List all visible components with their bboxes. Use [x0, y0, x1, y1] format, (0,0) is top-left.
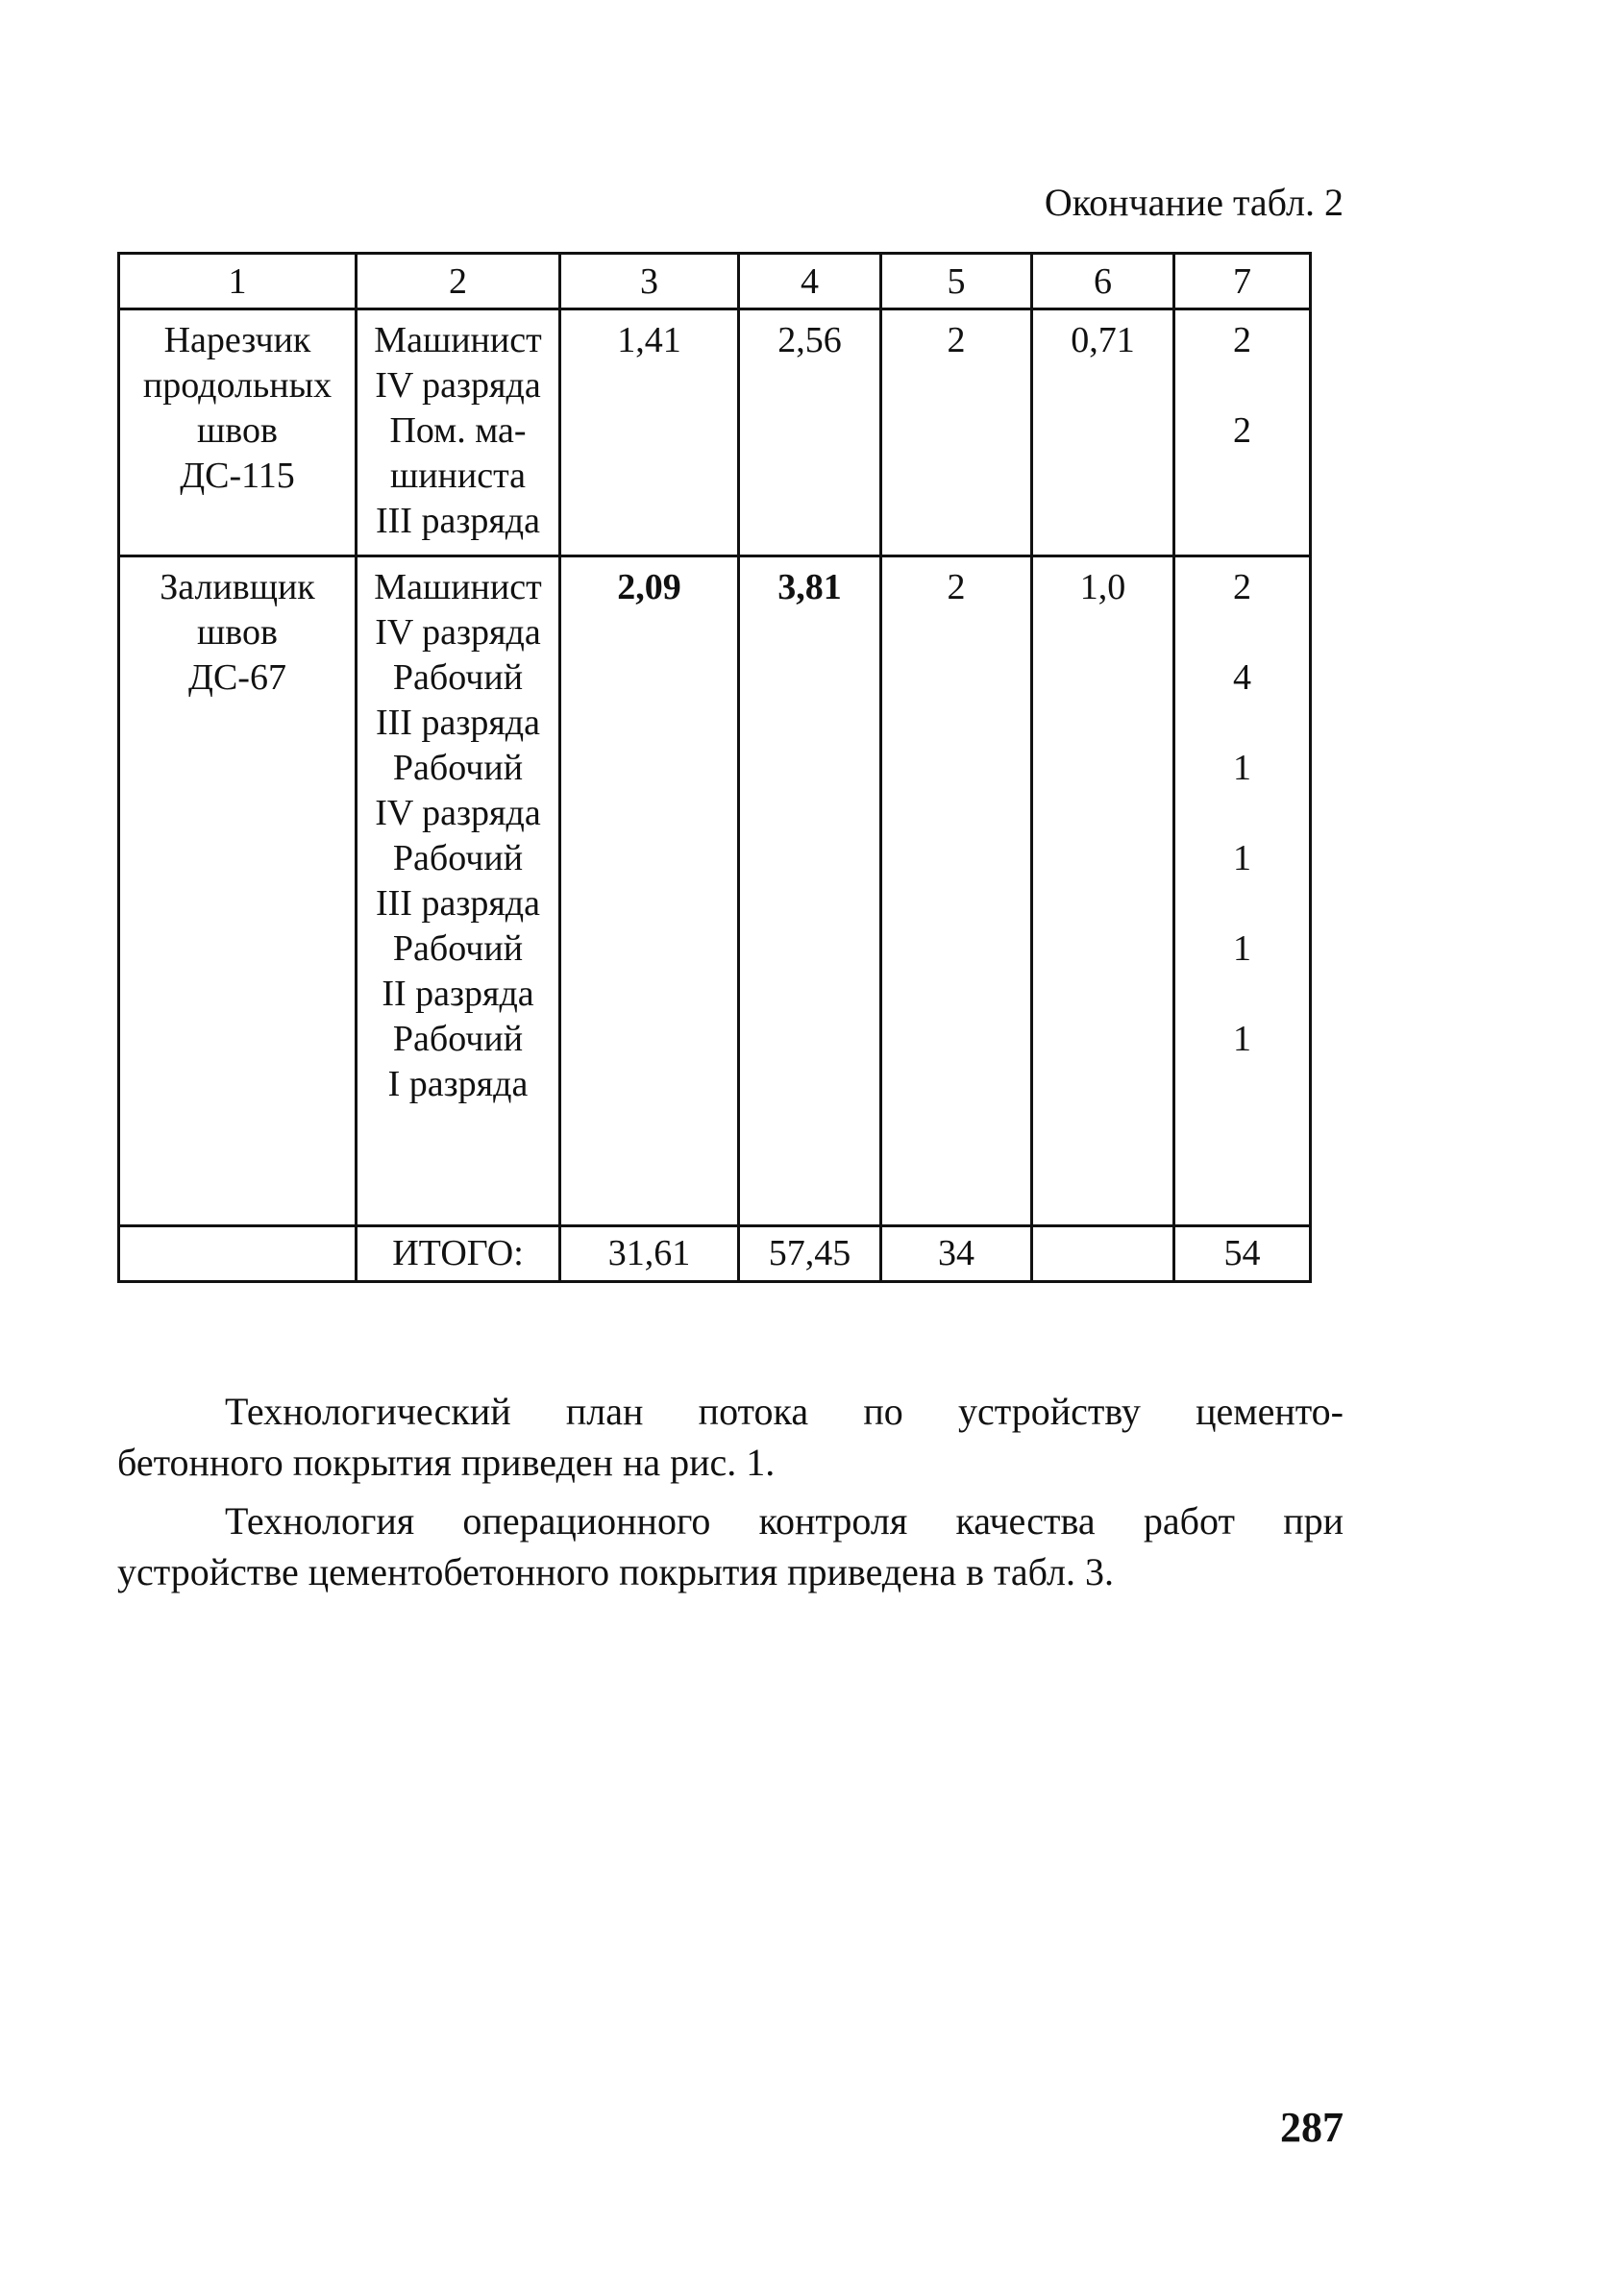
- table-caption: Окончание табл. 2: [1044, 181, 1344, 224]
- machine-name-cell: [119, 309, 357, 556]
- table-row: [119, 556, 1311, 1226]
- machine-name-line: Нарезчик: [163, 320, 311, 360]
- worker-line: Машинист: [374, 567, 542, 607]
- table-row: [119, 309, 1311, 556]
- header-cell-1: 1: [119, 254, 357, 309]
- value-cell-6: 0,71: [1032, 309, 1174, 556]
- machine-name-line: ДС-67: [188, 657, 286, 698]
- machine-name-line: продольных: [142, 365, 333, 406]
- header-row: [119, 254, 1311, 309]
- total-cell-7: 54: [1174, 1226, 1311, 1282]
- value-cell-4: 3,81: [739, 556, 881, 1226]
- count-value: 2: [1233, 410, 1251, 451]
- worker-cell: [357, 556, 560, 1226]
- header-cell-2: 2: [357, 254, 560, 309]
- value-cell-6: 1,0: [1032, 556, 1174, 1226]
- worker-line: III разряда: [375, 703, 541, 743]
- count-value: 1: [1233, 838, 1251, 878]
- worker-line: I разряда: [387, 1064, 529, 1104]
- value-cell-7: [1174, 556, 1311, 1226]
- machine-name-line: ДС-115: [180, 456, 295, 496]
- worker-line: Рабочий: [392, 838, 524, 878]
- worker-line: Рабочий: [392, 748, 524, 788]
- value-cell-3: 2,09: [560, 556, 739, 1226]
- paragraph-line: Технологический план потока по устройству цементо-: [225, 1390, 1344, 1433]
- value-cell-7: [1174, 309, 1311, 556]
- total-cell-3: 31,61: [560, 1226, 739, 1282]
- worker-line: Рабочий: [392, 928, 524, 969]
- worker-line: IV разряда: [375, 793, 541, 833]
- total-cell-4: 57,45: [739, 1226, 881, 1282]
- machine-name-line: швов: [197, 612, 278, 653]
- worker-line: Рабочий: [392, 657, 524, 698]
- paragraph-line: бетонного покрытия приведен на рис. 1.: [117, 1441, 776, 1484]
- paragraph-quality-control: [117, 1495, 1344, 1597]
- worker-line: шиниста: [389, 456, 527, 496]
- machine-name-cell: [119, 556, 357, 1226]
- paragraph-line: устройстве цементобетонного покрытия приведена в табл. 3.: [117, 1550, 1114, 1593]
- data-table: [117, 252, 1312, 1283]
- total-label: ИТОГО:: [357, 1226, 560, 1282]
- total-empty-cell: [119, 1226, 357, 1282]
- total-cell-6: [1032, 1226, 1174, 1282]
- value-cell-3: 1,41: [560, 309, 739, 556]
- paragraph-line: Технология операционного контроля качества работ при: [225, 1499, 1344, 1543]
- count-value: 1: [1233, 748, 1251, 788]
- count-value: 2: [1233, 320, 1251, 360]
- worker-line: Рабочий: [392, 1019, 524, 1059]
- header-cell-5: 5: [881, 254, 1032, 309]
- count-value: 2: [1233, 567, 1251, 607]
- total-row: [119, 1226, 1311, 1282]
- value-cell-5: 2: [881, 309, 1032, 556]
- value-cell-4: 2,56: [739, 309, 881, 556]
- worker-line: Пом. ма-: [389, 410, 527, 451]
- header-cell-6: 6: [1032, 254, 1174, 309]
- worker-line: IV разряда: [375, 365, 541, 406]
- worker-line: III разряда: [375, 883, 541, 924]
- count-value: 1: [1233, 928, 1251, 969]
- value-cell-5: 2: [881, 556, 1032, 1226]
- paragraph-flow-plan: [117, 1386, 1344, 1488]
- count-value: 1: [1233, 1019, 1251, 1059]
- machine-name-line: Заливщик: [160, 567, 315, 607]
- worker-line: Машинист: [374, 320, 542, 360]
- worker-line: III разряда: [375, 501, 541, 541]
- header-cell-4: 4: [739, 254, 881, 309]
- worker-line: II разряда: [382, 974, 534, 1014]
- page-number: 287: [1280, 2104, 1344, 2151]
- worker-line: IV разряда: [375, 612, 541, 653]
- count-value: 4: [1233, 657, 1251, 698]
- header-cell-7: 7: [1174, 254, 1311, 309]
- total-cell-5: 34: [881, 1226, 1032, 1282]
- header-cell-3: 3: [560, 254, 739, 309]
- worker-cell: [357, 309, 560, 556]
- machine-name-line: швов: [197, 410, 278, 451]
